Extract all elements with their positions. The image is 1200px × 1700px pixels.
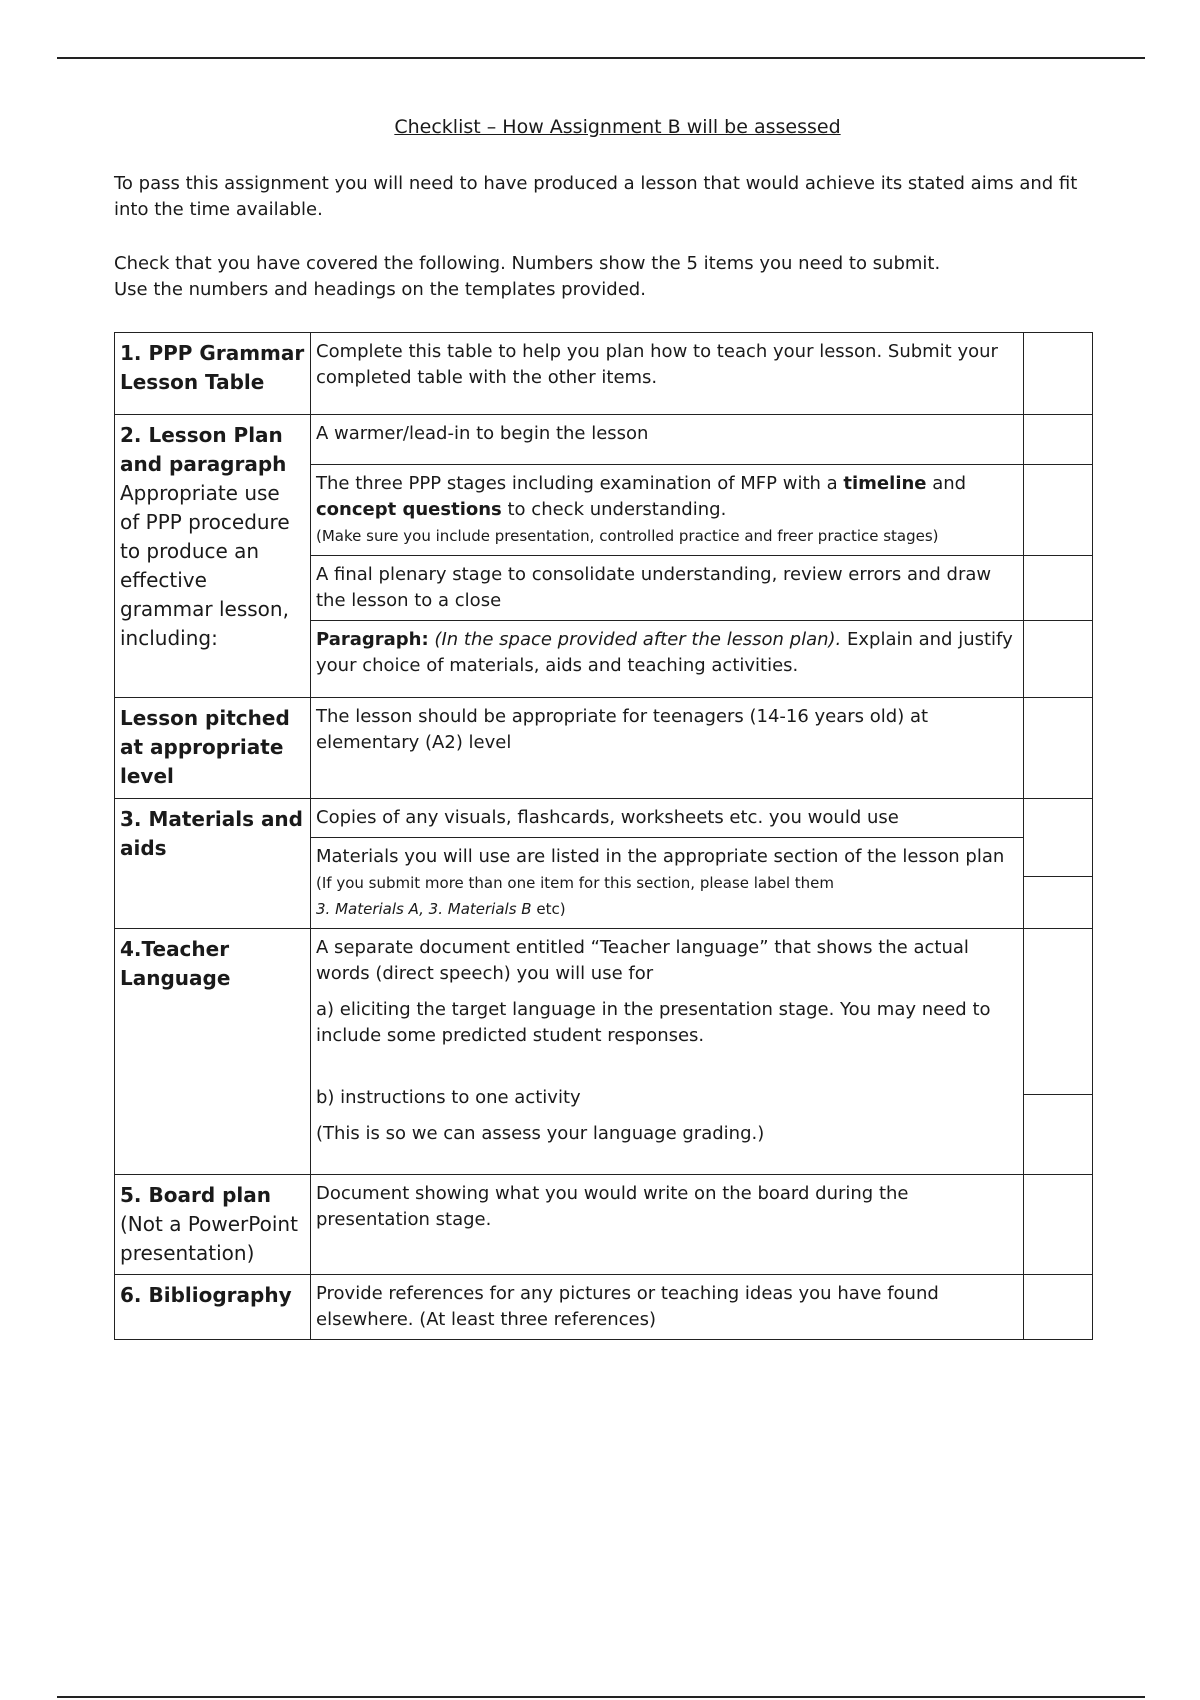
table-row (115, 415, 1093, 465)
row-heading: 5. Board plan (Not a PowerPoint presentation) (115, 1175, 311, 1275)
row-description: Complete this table to help you plan how to teach your lesson. Submit your completed table with the other items. (311, 333, 1024, 415)
check-box[interactable] (1024, 465, 1093, 556)
check-box[interactable] (1024, 333, 1093, 415)
table-row (115, 698, 1093, 799)
row-description: Document showing what you would write on the board during the presentation stage. (311, 1175, 1024, 1275)
row-description: The lesson should be appropriate for teenagers (14-16 years old) at elementary (A2) level (311, 698, 1024, 799)
table-row (115, 1275, 1093, 1340)
teacher-language-intro: A separate document entitled “Teacher language” that shows the actual words (direct speech) you will use for (316, 937, 969, 984)
checklist-table (114, 332, 1093, 1340)
top-rule (57, 57, 1145, 59)
check-box[interactable] (1024, 698, 1093, 799)
intro-paragraph: To pass this assignment you will need to have produced a lesson that would achieve its stated aims and fit into the time available. (114, 173, 1078, 220)
table-row (115, 1175, 1093, 1275)
row-note: (Make sure you include presentation, controlled practice and freer practice stages) (316, 527, 939, 545)
table-row (115, 929, 1093, 1175)
row-note: (If you submit more than one item for this section, please label them 3. Materials A, 3. Materials B etc) (316, 874, 835, 918)
box-divider (1024, 1094, 1092, 1095)
page-title: Checklist – How Assignment B will be assessed (394, 116, 841, 138)
table-row (115, 799, 1093, 838)
instruction-line-1: Check that you have covered the following. Numbers show the 5 items you need to submit. (114, 253, 941, 274)
row-description: The three PPP stages including examination of MFP with a timeline and concept questions to check understanding. (Make sure you include presentation, controlled practice and freer practice stages) (311, 465, 1024, 556)
row-description: Copies of any visuals, flashcards, worksheets etc. you would use (311, 799, 1024, 838)
row-description (311, 929, 1024, 1175)
bottom-rule (57, 1696, 1145, 1698)
check-box[interactable] (1024, 929, 1093, 1175)
row-heading: 4.Teacher Language (115, 929, 311, 1175)
check-box[interactable] (1024, 1175, 1093, 1275)
row-subheading: (Not a PowerPoint presentation) (120, 1212, 298, 1265)
box-divider (1024, 876, 1092, 877)
check-box[interactable] (1024, 1275, 1093, 1340)
row-description: Provide references for any pictures or teaching ideas you have found elsewhere. (At least three references) (311, 1275, 1024, 1340)
teacher-language-b: b) instructions to one activity (316, 1087, 581, 1108)
table-row (115, 333, 1093, 415)
check-box[interactable] (1024, 621, 1093, 698)
check-box[interactable] (1024, 799, 1093, 929)
row-description: A final plenary stage to consolidate understanding, review errors and draw the lesson to a close (311, 556, 1024, 621)
row-description: Paragraph: (In the space provided after the lesson plan). Explain and justify your choice of materials, aids and teaching activities. (311, 621, 1024, 698)
check-box[interactable] (1024, 556, 1093, 621)
row-heading: Lesson pitched at appropriate level (115, 698, 311, 799)
row-heading: 6. Bibliography (115, 1275, 311, 1340)
row-heading: 2. Lesson Plan and paragraph Appropriate use of PPP procedure to produce an effective grammar lesson, including: (115, 415, 311, 698)
teacher-language-c: (This is so we can assess your language grading.) (316, 1123, 765, 1144)
row-description: A warmer/lead-in to begin the lesson (311, 415, 1024, 465)
check-box[interactable] (1024, 415, 1093, 465)
row-description: Materials you will use are listed in the appropriate section of the lesson plan (If you submit more than one item for this section, please label them 3. Materials A, 3. Materials B etc) (311, 838, 1024, 929)
row-subheading: Appropriate use of PPP procedure to produce an effective grammar lesson, including: (120, 481, 290, 650)
row-heading: 3. Materials and aids (115, 799, 311, 929)
teacher-language-a: a) eliciting the target language in the presentation stage. You may need to include some predicted student responses. (316, 999, 991, 1046)
row-heading: 1. PPP Grammar Lesson Table (115, 333, 311, 415)
instruction-line-2: Use the numbers and headings on the templates provided. (114, 279, 646, 300)
